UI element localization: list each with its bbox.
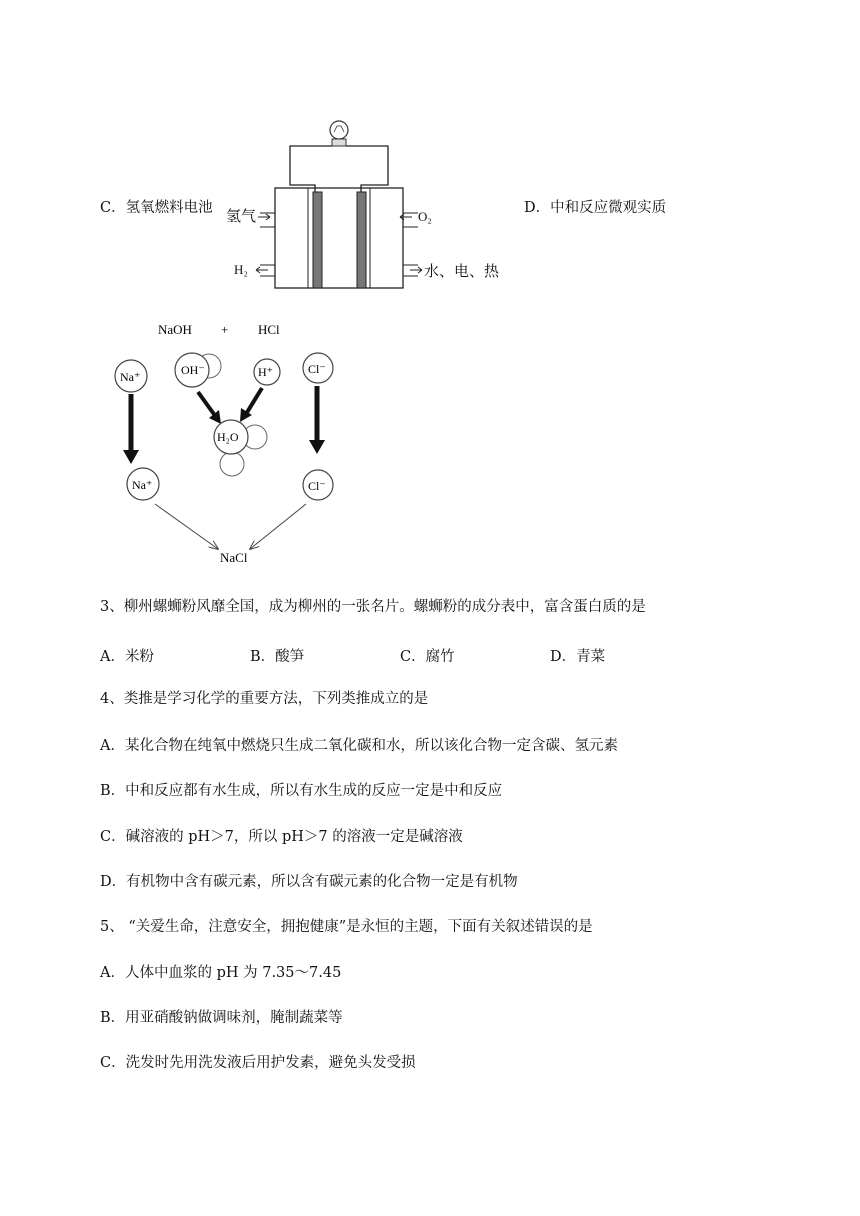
option-d-label: D．中和反应微观实质 bbox=[524, 200, 667, 216]
q5-stem: 5、 “关爱生命，注意安全，拥抱健康”是永恒的主题，下面有关叙述错误的是 bbox=[100, 919, 593, 935]
q3-option-b: B．酸笋 bbox=[250, 649, 305, 665]
svg-text:Na⁺: Na⁺ bbox=[132, 478, 153, 492]
hydrogen-inlet-label: 氢气 bbox=[226, 207, 257, 225]
reactant-hcl: HCl bbox=[258, 322, 280, 337]
q5-option-a: A．人体中血浆的 pH 为 7.35～7.45 bbox=[100, 965, 342, 981]
q3-stem: 3、柳州螺蛳粉风靡全国，成为柳州的一张名片。螺蛳粉的成分表中，富含蛋白质的是 bbox=[100, 599, 646, 615]
fuel-cell-diagram bbox=[220, 110, 520, 300]
q4-option-c: C．碱溶液的 pH＞7，所以 pH＞7 的溶液一定是碱溶液 bbox=[100, 829, 463, 845]
q3-option-a: A．米粉 bbox=[100, 649, 154, 665]
q5-option-b: B．用亚硝酸钠做调味剂，腌制蔬菜等 bbox=[100, 1010, 343, 1026]
product-nacl: NaCl bbox=[220, 550, 248, 565]
q5-option-c: C．洗发时先用洗发液后用护发素，避免头发受损 bbox=[100, 1055, 416, 1071]
svg-text:Cl⁻: Cl⁻ bbox=[308, 479, 326, 493]
svg-text:OH⁻: OH⁻ bbox=[181, 363, 205, 377]
q4-option-b: B．中和反应都有水生成，所以有水生成的反应一定是中和反应 bbox=[100, 783, 503, 799]
light-bulb-icon bbox=[330, 121, 348, 146]
anode-electrode bbox=[313, 192, 322, 288]
oxygen-inlet-label: O₂ bbox=[418, 209, 432, 224]
hydrogen-outlet-label: H₂ bbox=[234, 262, 248, 277]
svg-text:Cl⁻: Cl⁻ bbox=[308, 362, 326, 376]
products-label: 水、电、热 bbox=[424, 262, 500, 280]
q4-option-a: A．某化合物在纯氧中燃烧只生成二氧化碳和水，所以该化合物一定含碳、氢元素 bbox=[100, 738, 618, 754]
reactant-naoh: NaOH bbox=[158, 322, 192, 337]
q3-option-d: D．青菜 bbox=[550, 649, 606, 665]
svg-text:H⁺: H⁺ bbox=[258, 365, 273, 379]
neutralization-diagram bbox=[100, 314, 360, 574]
q4-stem: 4、类推是学习化学的重要方法，下列类推成立的是 bbox=[100, 691, 429, 707]
option-c-label: C．氢氧燃料电池 bbox=[100, 200, 213, 216]
q3-option-c: C．腐竹 bbox=[400, 649, 455, 665]
svg-text:Na⁺: Na⁺ bbox=[120, 370, 141, 384]
q4-option-d: D．有机物中含有碳元素，所以含有碳元素的化合物一定是有机物 bbox=[100, 874, 518, 890]
svg-text:H₂O: H₂O bbox=[217, 430, 239, 444]
cathode-electrode bbox=[357, 192, 366, 288]
plus-sign: + bbox=[221, 322, 229, 337]
